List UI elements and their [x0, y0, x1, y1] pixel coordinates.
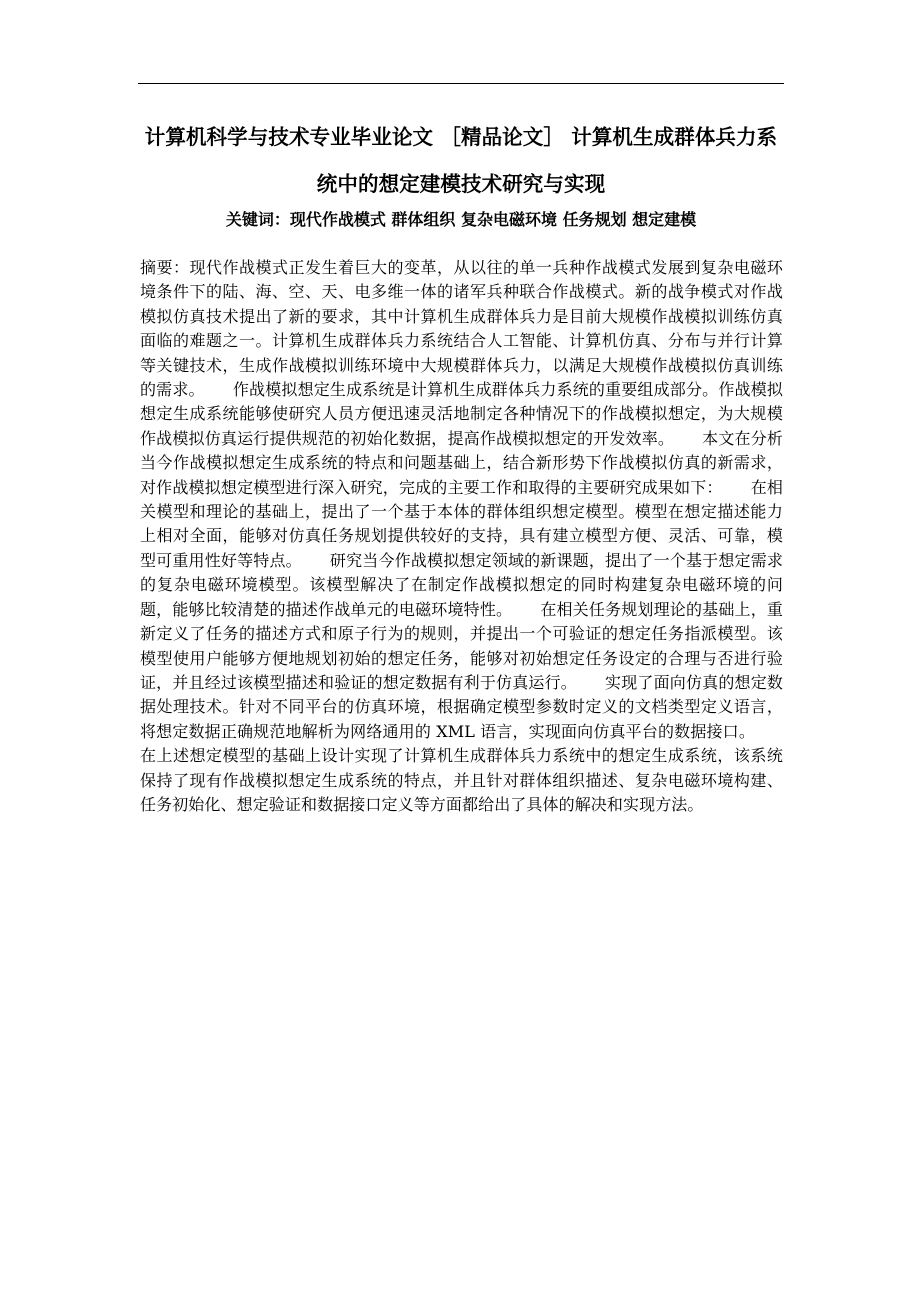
abstract-body — [140, 256, 783, 817]
abstract-label: 摘要： — [140, 258, 190, 277]
abstract-paragraph: 实现了面向仿真的想定数据处理技术。针对不同平台的仿真环境，根据确定模型参数时定义的文档类型定义语言，将想定数据正确规范地解析为网络通用的 XML 语言，实现面向仿真平台的数据接口。 — [140, 672, 783, 741]
abstract-paragraph: 作战模拟想定生成系统是计算机生成群体兵力系统的重要组成部分。作战模拟想定生成系统能够使研究人员方便迅速灵活地制定各种情况下的作战模拟想定，为大规模作战模拟仿真运行提供规范的初始化数据，提高作战模拟想定的开发效率。 — [140, 380, 784, 448]
abstract-paragraph: 研究当今作战模拟想定领域的新课题，提出了一个基于想定需求的复杂电磁环境模型。该模型解决了在制定作战模拟想定的同时构建复杂电磁环境的问题，能够比较清楚的描述作战单元的电磁环境特性。 — [140, 550, 783, 619]
abstract-paragraph: 在相关任务规划理论的基础上，重新定义了任务的描述方式和原子行为的规则，并提出一个可验证的想定任务指派模型。该模型使用户能够方便地规划初始的想定任务，能够对初始想定任务设定的合理与否进行验证，并且经过该模型描述和验证的想定数据有利于仿真运行。 — [140, 599, 783, 692]
abstract-paragraph: 在相关模型和理论的基础上，提出了一个基于本体的群体组织想定模型。模型在想定描述能力上相对全面，能够对仿真任务规划提供较好的支持，具有建立模型方便、灵活、可靠，模型可重用性好等特点。 — [140, 477, 783, 570]
abstract-paragraph: 现代作战模式正发生着巨大的变革，从以往的单一兵种作战模式发展到复杂电磁环境条件下的陆、海、空、天、电多维一体的诸军兵种联合作战模式。新的战争模式对作战模拟仿真技术提出了新的要求，其中计算机生成群体兵力是目前大规模作战模拟训练仿真面临的难题之一。计算机生成群体兵力系统结合人工智能、计算机仿真、分布与并行计算等关键技术，生成作战模拟训练环境中大规模群体兵力，以满足大规模作战模拟仿真训练的需求。 — [140, 258, 783, 400]
keywords-text: 现代作战模式 群体组织 复杂电磁环境 任务规划 想定建模 — [289, 210, 697, 229]
abstract-paragraph: 本文在分析当今作战模拟想定生成系统的特点和问题基础上，结合新形势下作战模拟仿真的新需求，对作战模拟想定模型进行深入研究，完成的主要工作和取得的主要研究成果如下： — [140, 428, 783, 497]
header-rule — [138, 83, 784, 84]
keywords-line — [138, 206, 784, 234]
keywords-label: 关键词： — [225, 210, 290, 229]
abstract-paragraph: 在上述想定模型的基础上设计实现了计算机生成群体兵力系统中的想定生成系统，该系统保持了现有作战模拟想定生成系统的特点，并且针对群体组织描述、复杂电磁环境构建、任务初始化、想定验证和数据接口定义等方面都给出了具体的解决和实现方法。 — [140, 746, 783, 814]
document-title: 计算机科学与技术专业毕业论文 ［精品论文］ 计算机生成群体兵力系统中的想定建模技术研究与实现 — [144, 125, 778, 196]
